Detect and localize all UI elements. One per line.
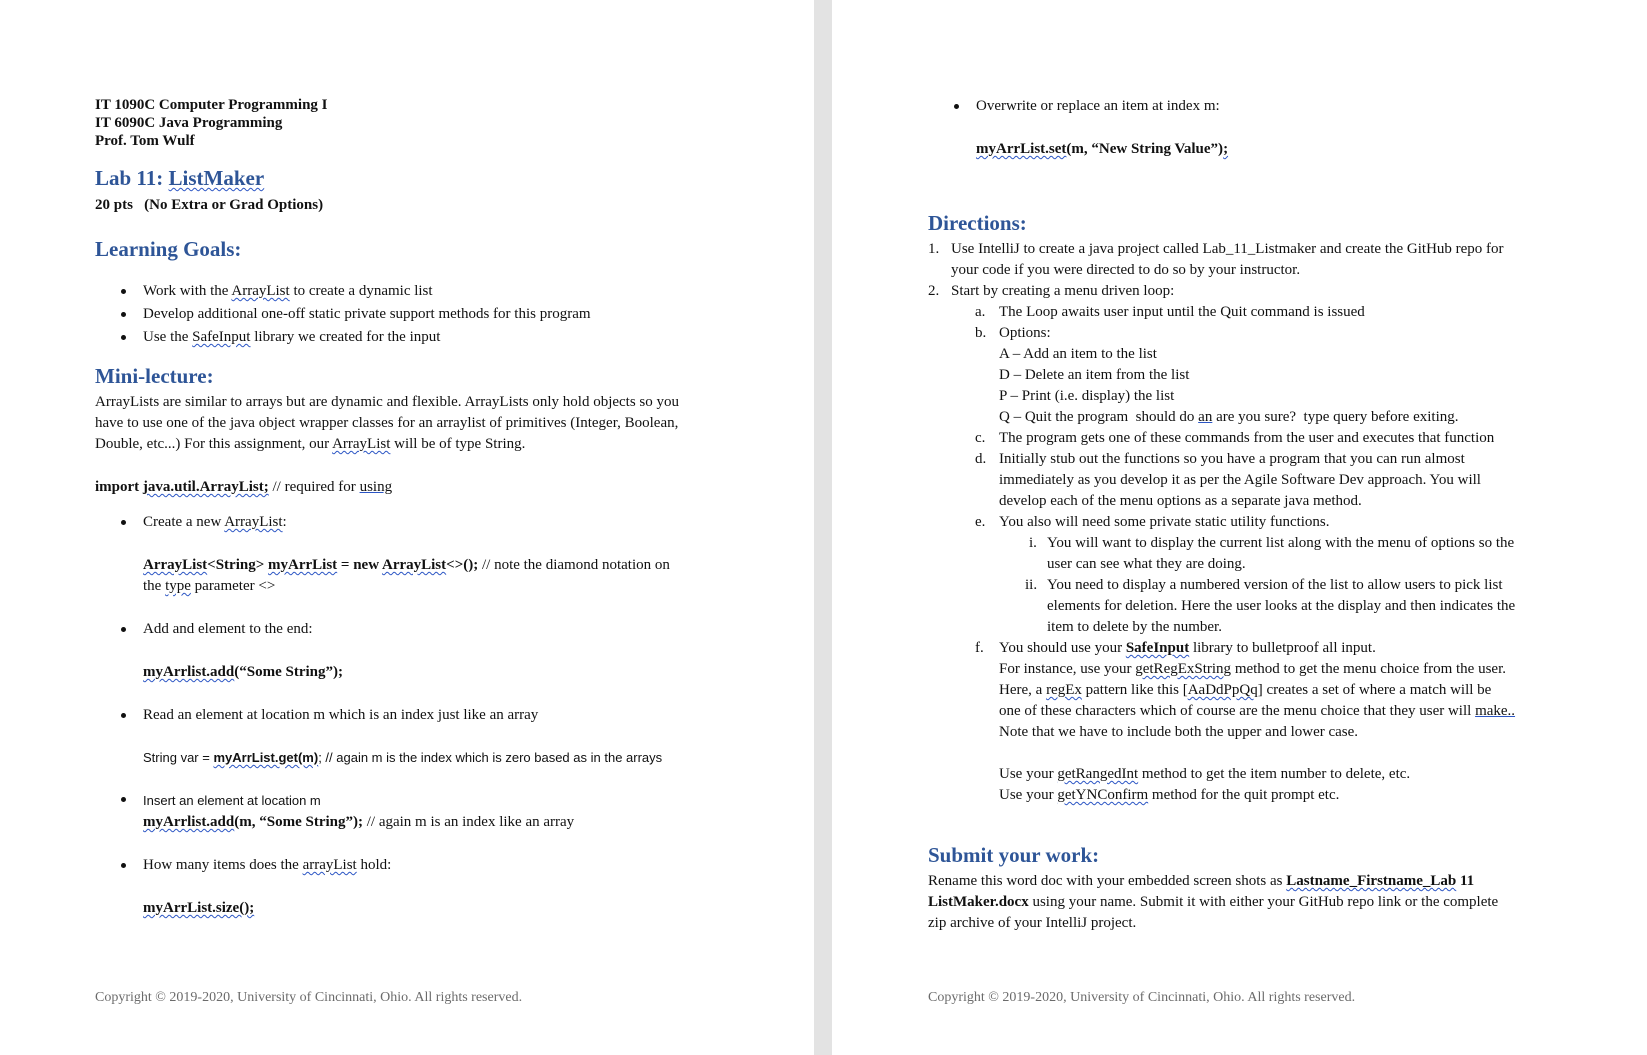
sub-b-text: Options:	[999, 325, 1051, 341]
direction-2-line-1: Start by creating a menu driven loop:	[951, 283, 1175, 299]
direction-1-line-1: Use IntelliJ to create a java project called Lab_11_Listmaker and create the GitHub repo for	[951, 241, 1504, 257]
sub-a-text: The Loop awaits user input until the Quit command is issued	[999, 304, 1365, 320]
roman-ii-line-1: You need to display a numbered version of the list to allow users to pick list	[1047, 577, 1503, 593]
bullet-icon	[121, 713, 126, 718]
course-line-2: IT 6090C Java Programming	[95, 115, 283, 131]
sub-a-num: a.	[975, 304, 986, 320]
import-line: import java.util.ArrayList; // required for using	[95, 479, 393, 495]
sub-f-line-7: Use your getYNConfirm method for the quit prompt etc.	[999, 787, 1340, 803]
option-delete: D – Delete an item from the list	[999, 367, 1190, 383]
goal-item-2: Develop additional one-off static private support methods for this program	[143, 306, 591, 322]
sub-f-line-3: Here, a regEx pattern like this [AaDdPpQq] creates a set of where a match will be	[999, 682, 1492, 698]
option-print: P – Print (i.e. display) the list	[999, 388, 1175, 404]
sub-d-line-3: develop each of the menu options as a separate java method.	[999, 493, 1362, 509]
bullet-icon	[954, 104, 959, 109]
option-quit: Q – Quit the program should do an are you sure? type query before exiting.	[999, 409, 1459, 425]
roman-ii-line-3: item to delete by the number.	[1047, 619, 1222, 635]
roman-i-line-2: user can see what they are doing.	[1047, 556, 1246, 572]
overwrite-label: Overwrite or replace an item at index m:	[976, 98, 1220, 114]
bullet-icon	[121, 335, 126, 340]
direction-1-num: 1.	[928, 241, 940, 257]
sub-c-num: c.	[975, 430, 986, 446]
sub-d-line-1: Initially stub out the functions so you have a program that you can run almost	[999, 451, 1465, 467]
learning-goals-heading: Learning Goals:	[95, 237, 242, 261]
bullet-icon	[121, 289, 126, 294]
document-page-left	[0, 0, 814, 1055]
goal-item-3: Use the SafeInput library we created for the input	[143, 329, 441, 345]
roman-ii-line-2: elements for deletion. Here the user looks at the display and then indicates the	[1047, 598, 1516, 614]
create-arraylist-label: Create a new ArrayList:	[143, 514, 287, 530]
sub-f-num: f.	[975, 640, 984, 656]
sub-f-line-5: Note that we have to include both the upper and lower case.	[999, 724, 1359, 740]
add-element-code: myArrlist.add(“Some String”);	[143, 664, 343, 680]
add-element-label: Add and element to the end:	[143, 621, 313, 637]
option-add: A – Add an item to the list	[999, 346, 1157, 362]
sub-d-line-2: immediately as you develop it as per the Agile Software Dev approach. You will	[999, 472, 1481, 488]
submit-heading: Submit your work:	[928, 843, 1100, 867]
sub-f-line-1: You should use your SafeInput library to bulletproof all input.	[999, 640, 1376, 656]
create-arraylist-code: ArrayList<String> myArrList = new ArrayList<>(); // note the diamond notation on	[143, 557, 670, 573]
sub-e-num: e.	[975, 514, 986, 530]
create-arraylist-code-cont: the type parameter <>	[143, 578, 276, 594]
submit-line-3: zip archive of your IntelliJ project.	[928, 915, 1137, 931]
size-code: myArrList.size();	[143, 900, 255, 916]
goal-item-1: Work with the ArrayList to create a dynamic list	[143, 283, 433, 299]
sub-b-num: b.	[975, 325, 987, 341]
bullet-icon	[121, 312, 126, 317]
course-line-1: IT 1090C Computer Programming I	[95, 97, 328, 113]
roman-i-num: i.	[1029, 535, 1037, 551]
bullet-icon	[121, 627, 126, 632]
overwrite-code: myArrList.set(m, “New String Value”);	[976, 141, 1229, 157]
professor-line: Prof. Tom Wulf	[95, 133, 195, 149]
footer-copyright: Copyright © 2019-2020, University of Cincinnati, Ohio. All rights reserved.	[95, 990, 523, 1005]
mini-lecture-line-3: Double, etc...) For this assignment, our ArrayList will be of type String.	[95, 436, 526, 452]
read-element-code: String var = myArrList.get(m); // again m is the index which is zero based as in the arrays	[143, 750, 663, 765]
read-element-label: Read an element at location m which is an index just like an array	[143, 707, 539, 723]
insert-element-code: myArrlist.add(m, “Some String”); // again m is an index like an array	[143, 814, 575, 830]
submit-line-1: Rename this word doc with your embedded screen shots as Lastname_Firstname_Lab 11	[928, 873, 1475, 889]
sub-c-text: The program gets one of these commands from the user and executes that function	[999, 430, 1495, 446]
footer-copyright: Copyright © 2019-2020, University of Cincinnati, Ohio. All rights reserved.	[928, 990, 1356, 1005]
submit-line-2: ListMaker.docx using your name. Submit it with either your GitHub repo link or the complete	[928, 894, 1499, 910]
bullet-icon	[121, 797, 126, 802]
mini-lecture-line-1: ArrayLists are similar to arrays but are dynamic and flexible. ArrayLists only hold objects so you	[95, 394, 680, 410]
sub-f-line-6: Use your getRangedInt method to get the item number to delete, etc.	[999, 766, 1411, 782]
points-line: 20 pts (No Extra or Grad Options)	[95, 197, 324, 213]
direction-2-num: 2.	[928, 283, 940, 299]
directions-heading: Directions:	[928, 211, 1027, 235]
document-page-right	[832, 0, 1647, 1055]
bullet-icon	[121, 863, 126, 868]
sub-f-line-2: For instance, use your getRegExString method to get the menu choice from the user.	[999, 661, 1506, 677]
size-label: How many items does the arrayList hold:	[143, 857, 392, 873]
mini-lecture-line-2: have to use one of the java object wrapper classes for an arraylist of primitives (Integer, Boolean,	[95, 415, 679, 431]
roman-i-line-1: You will want to display the current list along with the menu of options so the	[1047, 535, 1515, 551]
mini-lecture-heading: Mini-lecture:	[95, 364, 214, 388]
direction-1-line-2: your code if you were directed to do so by your instructor.	[951, 262, 1301, 278]
roman-ii-num: ii.	[1025, 577, 1038, 593]
sub-d-num: d.	[975, 451, 987, 467]
insert-element-label: Insert an element at location m	[143, 793, 321, 808]
bullet-icon	[121, 520, 126, 525]
sub-f-line-4: one of these characters which of course are the menu choice that they user will make..	[999, 703, 1516, 719]
sub-e-text: You also will need some private static utility functions.	[999, 514, 1330, 530]
lab-title: Lab 11: ListMaker	[95, 166, 265, 190]
